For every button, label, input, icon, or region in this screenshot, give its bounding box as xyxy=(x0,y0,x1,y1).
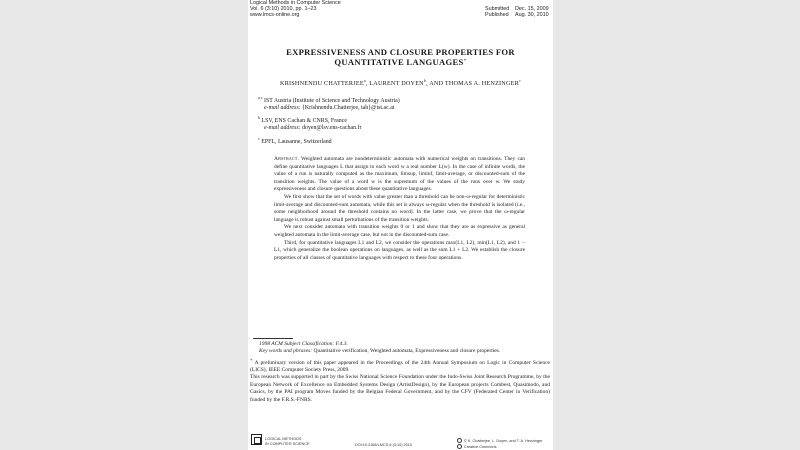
abstract-paragraph-4: Third, for quantitative languages L1 and L2, we consider the operations max(L1, L2), min(L1, L2), and 1 − L1, which generalize the boolean operations on languages, as well as the sum L1 + L2. We establish the closure properties of all classes of quantitative languages with respect to these four operations. xyxy=(274,239,525,261)
doi[interactable]: DOI:10.2168/LMCS-6 (3:10) 2010 xyxy=(355,443,412,447)
footnote-rule xyxy=(253,338,293,339)
email-b[interactable]: doyen@lsv.ens-cachan.fr xyxy=(302,125,362,132)
paper-page xyxy=(248,0,553,450)
acm-classification: 1998 ACM Subject Classification: F.4.3. xyxy=(259,341,348,347)
paper-title-line1: EXPRESSIVENESS AND CLOSURE PROPERTIES FOR xyxy=(286,47,515,57)
submitted-date: Dec. 15, 2009 xyxy=(515,6,549,12)
lmcs-logo xyxy=(251,434,262,445)
published-date: Aug. 30, 2010 xyxy=(515,12,549,18)
affiliation-b: $^b$ LSV, ENS Cachan & CNRS, France e-mail address: doyen@lsv.ens-cachan.fr xyxy=(258,115,362,132)
funding-note: This research was supported in part by the Swiss National Science Foundation under the Indo-Swiss Joint Research Programme, by the European Network of Excellence on Embedded Systems Design (ArtistDesign), by the European projects Combest, Quasimodo, and Gasics, by the PAI program Moves funded by the Belgian Federal Government, and by the CFV (Federated Center in Verification) funded by the F.R.S.-FNRS. xyxy=(250,374,550,403)
paper-title-line2: QUANTITATIVE LANGUAGES∗ xyxy=(334,57,467,67)
creative-commons-icon xyxy=(457,444,462,449)
published-label: Published xyxy=(485,12,509,18)
author-1: KRISHNENDU CHATTERJEE xyxy=(280,80,364,88)
email-a[interactable]: {Krishnendu.Chatterjee, tah}@ist.ac.at xyxy=(302,105,395,112)
author-list: KRISHNENDU CHATTERJEE$^a$, LAURENT DOYEN$^b$, AND THOMAS A. HENZINGER$^c$ xyxy=(280,78,521,88)
preliminary-version-note: ∗ A preliminary version of this paper appeared in the Proceedings of the 24th Annual Symposium on Logic in Computer Science (LICS), IEEE Computer Society Press, 2009. xyxy=(250,356,550,374)
abstract xyxy=(274,156,525,262)
abstract-paragraph-1: Abstract. Weighted automata are nondeterministic automata with numerical weights on transitions. They can define quantitative languages L that assign to each word w a real number L(w). In the case of infinite words, the value of a run is naturally computed as the maximum, limsup, liminf, limit-average, or discounted-sum of the transition weights. The value of a word w is the supremum of the values of the runs over w. We study expressiveness and closure questions about these quantitative languages. xyxy=(274,156,525,193)
title-footnote-mark: ∗ xyxy=(463,57,467,63)
journal-name: Logical Methods in Computer Science xyxy=(250,0,341,6)
author-2: LAURENT DOYEN xyxy=(369,80,424,88)
footnotes xyxy=(250,341,550,404)
journal-website[interactable]: www.lmcs-online.org xyxy=(250,12,300,18)
keywords: Key words and phrases: Quantitative verification, Weighted automata, Expressiveness and closure properties. xyxy=(259,348,501,355)
author-3: AND THOMAS A. HENZINGER xyxy=(429,80,519,88)
copyright-icon xyxy=(457,438,462,443)
abstract-paragraph-3: We next consider automata with transition weights 0 or 1 and show that they are as expressive as general weighted automata in the limit-average case, but not in the discounted-sum case. xyxy=(274,224,525,238)
volume-info: Vol. 6 (3:10) 2010, pp. 1–23 xyxy=(250,6,317,12)
copyright-text: © K. Chatterjee, L. Doyen, and T. A. Henzinger xyxy=(464,439,543,443)
logo-text: LOGICAL METHODS IN COMPUTER SCIENCE xyxy=(265,437,310,446)
abstract-paragraph-2: We first show that the set of words with value greater than a threshold can be non-ω-regular for deterministic limit-average and discounted-sum automata, while this set is always ω-regular when the threshold is isolated (i.e., some neighborhood around the threshold contains no word). In the latter case, we prove that the ω-regular language is robust against small perturbations of the transition weights. xyxy=(274,193,525,223)
license-text[interactable]: Creative Commons xyxy=(464,445,497,449)
affiliation-a: $^{a,c}$ IST Austria (Institute of Science and Technology Austria) e-mail address: {Krishnendu.Chatterjee, tah}@ist.ac.at xyxy=(258,95,400,112)
affiliation-c: $^c$ EPFL, Lausanne, Switzerland xyxy=(258,136,332,145)
abstract-label: Abstract. xyxy=(274,156,300,162)
submitted-label: Submitted xyxy=(485,6,510,12)
